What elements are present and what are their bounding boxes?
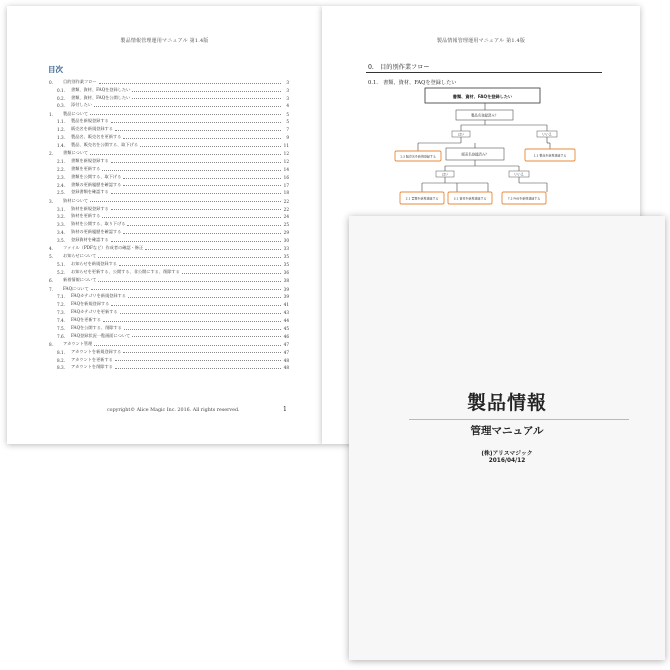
flow-action-register-document <box>400 192 444 204</box>
toc-entry-leader <box>102 170 281 171</box>
toc-entry-leader <box>123 352 281 353</box>
flow-question-sales-name <box>446 148 504 160</box>
toc-entry-leader <box>123 178 281 179</box>
toc-entry-text: アカウントを更新する <box>71 356 113 362</box>
toc-entry-text: FAQを新規登録する <box>71 301 110 307</box>
toc-entry-number: 6. <box>49 278 53 284</box>
toc-entry <box>49 148 289 156</box>
toc-entry-page: 45 <box>283 325 289 331</box>
flow-action-register-faq <box>502 192 546 204</box>
toc-entry-leader <box>124 329 281 330</box>
toc-entry <box>49 235 289 243</box>
toc-entry <box>49 252 289 260</box>
toc-entry-leader <box>90 114 281 115</box>
toc-entry-leader <box>120 313 281 314</box>
toc-entry <box>49 109 289 117</box>
toc-entry-number: 2.3. <box>57 174 65 180</box>
cover-rule <box>409 419 629 420</box>
toc-entry-leader <box>182 273 281 274</box>
toc-entry-leader <box>90 154 281 155</box>
toc-entry-number: 2. <box>49 151 53 157</box>
toc-entry-text: FAQカテゴリを更新する <box>71 309 118 315</box>
toc-entry-text: 書類、資材、FAQを登録したい <box>71 86 131 92</box>
toc-entry-number: 7. <box>49 286 53 292</box>
toc-entry-text: 製品を新規登録する <box>71 118 109 124</box>
toc-entry-leader <box>94 345 281 346</box>
toc-entry-leader <box>111 305 281 306</box>
toc-entry-number: 7.5. <box>57 325 65 331</box>
toc-entry-number: 7.4. <box>57 317 65 323</box>
toc-entry-page: 46 <box>283 333 289 339</box>
toc-entry-page: 35 <box>283 254 289 260</box>
toc-entry <box>49 339 289 347</box>
toc-entry-page: 39 <box>283 294 289 300</box>
toc-entry-text: FAQ登録状況一覧画面について <box>71 332 131 338</box>
toc-entry-number: 5.2. <box>57 270 65 276</box>
toc-entry <box>49 363 289 371</box>
toc-entry-page: 17 <box>283 182 289 188</box>
toc-entry-leader <box>111 209 281 210</box>
running-header: 製品情報管理運用マニュアル 第1.4版 <box>120 38 209 44</box>
toc-entry-page: 48 <box>283 365 289 371</box>
toc-entry-page: 11 <box>283 142 289 148</box>
toc-entry <box>49 180 289 188</box>
toc-entry <box>49 140 289 148</box>
toc-entry-leader <box>98 281 281 282</box>
cover-company: (株)アリスマジック <box>481 451 533 457</box>
toc-entry-number: 2.4. <box>57 182 65 188</box>
flow-root <box>425 88 540 103</box>
toc-entry-text: 資材を新規登録する <box>71 205 109 211</box>
cover-date: 2016/04/12 <box>488 458 526 464</box>
toc-entry-page: 9 <box>286 135 289 141</box>
cover-page <box>349 216 665 660</box>
toc-entry-leader <box>111 162 281 163</box>
toc-entry-text: FAQを公開する、削除する <box>71 324 122 330</box>
section-heading: 0. 目的別作業フロー <box>368 64 430 71</box>
flow-branch-no-1-label: いいえ <box>542 132 552 137</box>
toc-entry <box>49 292 289 300</box>
toc-entry <box>49 243 289 251</box>
toc-entry-leader <box>98 257 281 258</box>
toc-entry-leader <box>111 122 281 123</box>
toc-entry-number: 4. <box>49 246 53 252</box>
toc-entry <box>49 172 289 180</box>
toc-entry <box>49 93 289 101</box>
toc-entry-page: 47 <box>283 341 289 347</box>
flow-branch-yes-1-label: はい <box>457 132 465 137</box>
toc-entry-page: 12 <box>283 151 289 157</box>
toc-entry-text: お知らせを新規登録する <box>71 261 117 267</box>
toc-entry-page: 30 <box>283 237 289 243</box>
flow-action-register-faq-label: 7.2 FAQを新規登録する <box>507 196 541 201</box>
toc-entry-text: 目的別作業フロー <box>63 78 97 84</box>
flow-action-register-sales-name-label: 1.3 販売名を新規登録する <box>400 154 436 159</box>
toc-entry <box>49 299 289 307</box>
toc-entry-text: 書類の更新履歴を確認する <box>71 181 122 187</box>
toc-entry-page: 48 <box>283 357 289 363</box>
toc-entry-leader <box>115 360 281 361</box>
toc-entry-text: 書類について <box>63 150 89 156</box>
toc-entry-page: 44 <box>283 317 289 323</box>
toc-entry <box>49 331 289 339</box>
toc-entry-page: 39 <box>283 286 289 292</box>
toc-entry <box>49 219 289 227</box>
toc-entry-text: 製品名、販売名を更新する <box>71 134 122 140</box>
toc-entry <box>49 275 289 283</box>
flow-action-register-material-label: 3.1 資材を新規登録する <box>453 196 487 201</box>
toc-entry <box>49 132 289 140</box>
toc-entry <box>49 101 289 109</box>
toc-entry-leader <box>102 217 281 218</box>
toc-entry-leader <box>115 368 281 369</box>
toc-entry <box>49 85 289 93</box>
toc-entry-leader <box>119 265 281 266</box>
toc-entry-text: アカウント管理 <box>63 340 93 346</box>
toc-entry <box>49 323 289 331</box>
toc-entry-text: 製品について <box>63 110 89 116</box>
toc-entry-number: 2.1. <box>57 159 65 165</box>
toc-entry-page: 43 <box>283 310 289 316</box>
toc-entry-page: 3 <box>286 95 289 101</box>
toc-entry <box>49 227 289 235</box>
toc-entry-leader <box>123 185 281 186</box>
toc-entry-page: 41 <box>283 302 289 308</box>
toc-entry <box>49 307 289 315</box>
page-number: 1 <box>283 406 287 413</box>
toc-entry-text: アカウントを新規登録する <box>71 348 122 354</box>
toc-entry-number: 8.1. <box>57 349 65 355</box>
toc-entry-number: 1.2. <box>57 127 65 133</box>
toc-title: 目次 <box>48 65 63 74</box>
toc-entry-number: 0. <box>49 79 53 85</box>
toc-entry-page: 29 <box>283 230 289 236</box>
toc-entry <box>49 355 289 363</box>
toc-entry-text: 登録書類を確認する <box>71 189 109 195</box>
flow-action-register-product-label: 1.1 製品を新規登録する <box>533 153 567 158</box>
toc-entry-text: FAQについて <box>63 285 89 291</box>
toc-entry-number: 1. <box>49 111 53 117</box>
toc-entry-text: 登録資材を確認する <box>71 236 109 242</box>
toc-entry-leader <box>132 336 281 337</box>
toc-entry <box>49 212 289 220</box>
toc-entry <box>49 347 289 355</box>
flow-question-sales-name-label: 販売名登録済み？ <box>461 152 489 157</box>
flow-branch-yes-2 <box>436 171 454 177</box>
toc-entry-number: 3.5. <box>57 237 65 243</box>
toc-entry-page: 25 <box>283 222 289 228</box>
toc-entry-text: 資材の更新履歴を確認する <box>71 229 122 235</box>
toc-entry-text: ファイル（PDFなど）作成者の確認・修正 <box>63 245 144 251</box>
toc-entry-leader <box>91 289 281 290</box>
flow-branch-yes-2-label: はい <box>441 172 449 177</box>
toc-entry-page: 14 <box>283 166 289 172</box>
toc-entry-leader <box>111 193 281 194</box>
toc-entry-page: 35 <box>283 262 289 268</box>
flow-question-product <box>456 110 513 120</box>
toc-entry-leader <box>132 91 281 92</box>
toc-entry-text: 書類を公開する、取下げる <box>71 173 122 179</box>
toc-entry-number: 7.6. <box>57 333 65 339</box>
toc-entry-page: 36 <box>283 270 289 276</box>
toc-entry-text: アカウントを削除する <box>71 364 113 370</box>
toc-entry-page: 18 <box>283 190 289 196</box>
toc-entry-text: 書類を更新する <box>71 165 101 171</box>
flow-branch-no-1 <box>537 131 557 137</box>
toc-entry-leader <box>145 249 281 250</box>
toc-entry-number: 7.3. <box>57 310 65 316</box>
toc-entry-text: FAQを更新する <box>71 316 101 322</box>
toc-entry-page: 4 <box>286 103 289 109</box>
toc-entry-page: 24 <box>283 214 289 220</box>
toc-entry-number: 0.3. <box>57 103 65 109</box>
flow-branch-no-2-label: いいえ <box>514 172 524 177</box>
toc-entry-page: 7 <box>286 127 289 133</box>
toc-entry <box>49 284 289 292</box>
toc-entry-number: 0.1. <box>57 87 65 93</box>
flow-action-register-product <box>525 149 575 161</box>
toc-entry-number: 1.4. <box>57 142 65 148</box>
toc-entry-number: 5.1. <box>57 262 65 268</box>
toc-entry-text: 資材について <box>63 197 89 203</box>
toc-entry-text: 資材を更新する <box>71 213 101 219</box>
toc-entry-number: 3.2. <box>57 214 65 220</box>
flow-branch-yes-1 <box>452 131 470 137</box>
toc-entry-page: 5 <box>286 119 289 125</box>
toc-entry-number: 8.2. <box>57 357 65 363</box>
toc-entry <box>49 267 289 275</box>
toc-entry-text: 添付したい <box>71 102 92 108</box>
toc-entry-page: 12 <box>283 159 289 165</box>
toc-entry-number: 3.3. <box>57 222 65 228</box>
toc-entry <box>49 156 289 164</box>
toc-entry <box>49 315 289 323</box>
toc-entry-number: 1.1. <box>57 119 65 125</box>
flow-action-register-sales-name <box>395 151 441 161</box>
toc-entry-page: 22 <box>283 206 289 212</box>
running-header: 製品情報管理運用マニュアル 第1.4版 <box>436 38 526 44</box>
flow-question-product-label: 製品名登録済み？ <box>470 113 499 118</box>
toc-entry-leader <box>132 98 281 99</box>
toc-entry-text: 書類、資材、FAQを公開したい <box>71 94 131 100</box>
toc-entry-text: 製品、販売名を公開する、取下げる <box>71 141 139 147</box>
toc-entry <box>49 164 289 172</box>
flow-action-register-material <box>448 192 492 204</box>
cover-title: 製品情報 <box>466 392 547 414</box>
cover-subtitle: 管理マニュアル <box>470 425 544 437</box>
toc-entry-number: 8.3. <box>57 365 65 371</box>
toc-entry-leader <box>123 138 281 139</box>
toc-entry-text: お知らせを更新する、公開する、非公開にする、削除する <box>71 269 180 275</box>
toc-entry <box>49 204 289 212</box>
toc-entry-page: 5 <box>286 111 289 117</box>
toc-entry-leader <box>94 106 281 107</box>
flowchart <box>322 6 640 216</box>
toc-entry-text: 資材を公開する、取り下げる <box>71 221 126 227</box>
toc-entry-text: 新着情報について <box>63 277 97 283</box>
toc-entry-text: お知らせについて <box>63 253 97 259</box>
toc-entry-number: 7.2. <box>57 302 65 308</box>
toc-entry-number: 3.1. <box>57 206 65 212</box>
toc-entry-page: 38 <box>283 278 289 284</box>
toc-entry-page: 22 <box>283 198 289 204</box>
toc-entry <box>49 259 289 267</box>
toc-entry-leader <box>99 83 281 84</box>
toc-entry-text: 販売名を新規登録する <box>71 126 113 132</box>
toc-entry-leader <box>115 130 281 131</box>
toc-entry-page: 33 <box>283 246 289 252</box>
toc-entry-page: 16 <box>283 174 289 180</box>
toc-entry-page: 47 <box>283 349 289 355</box>
flow-action-register-document-label: 2.1 書類を新規登録する <box>405 196 439 201</box>
toc-entry-number: 7.1. <box>57 294 65 300</box>
toc-entry-number: 2.2. <box>57 166 65 172</box>
toc-entry-text: FAQカテゴリを新規登録する <box>71 293 126 299</box>
toc-entry-leader <box>127 225 281 226</box>
flow-root-label: 書類、資材、FAQを登録したい <box>452 93 513 99</box>
toc-entry-leader <box>111 241 281 242</box>
copyright-footer: copyright© Alice Magic Inc. 2016. All rights reserved. <box>107 408 240 413</box>
toc-entry-page: 3 <box>286 87 289 93</box>
toc-entry-leader <box>140 146 281 147</box>
toc-entry-leader <box>103 321 281 322</box>
toc-page <box>7 6 322 444</box>
toc-entry <box>49 196 289 204</box>
toc-entry <box>49 188 289 196</box>
toc-entry <box>49 77 289 85</box>
toc-entry-text: 書類を新規登録する <box>71 158 109 164</box>
toc-entry-number: 8. <box>49 341 53 347</box>
toc-entry-number: 2.5. <box>57 190 65 196</box>
toc-entry-number: 5. <box>49 254 53 260</box>
toc-entry-number: 0.2. <box>57 95 65 101</box>
toc-entry-number: 1.3. <box>57 135 65 141</box>
toc-entry-number: 3.4. <box>57 230 65 236</box>
toc-entry <box>49 117 289 125</box>
toc-list <box>49 77 289 370</box>
flow-branch-no-2 <box>509 171 529 177</box>
toc-entry-leader <box>123 233 281 234</box>
toc-entry <box>49 124 289 132</box>
subsection-heading: 0.1. 書類、資材、FAQを登録したい <box>368 80 457 86</box>
toc-entry-page: 3 <box>286 79 289 85</box>
toc-entry-number: 3. <box>49 198 53 204</box>
toc-entry-leader <box>90 201 281 202</box>
toc-entry-leader <box>128 297 281 298</box>
